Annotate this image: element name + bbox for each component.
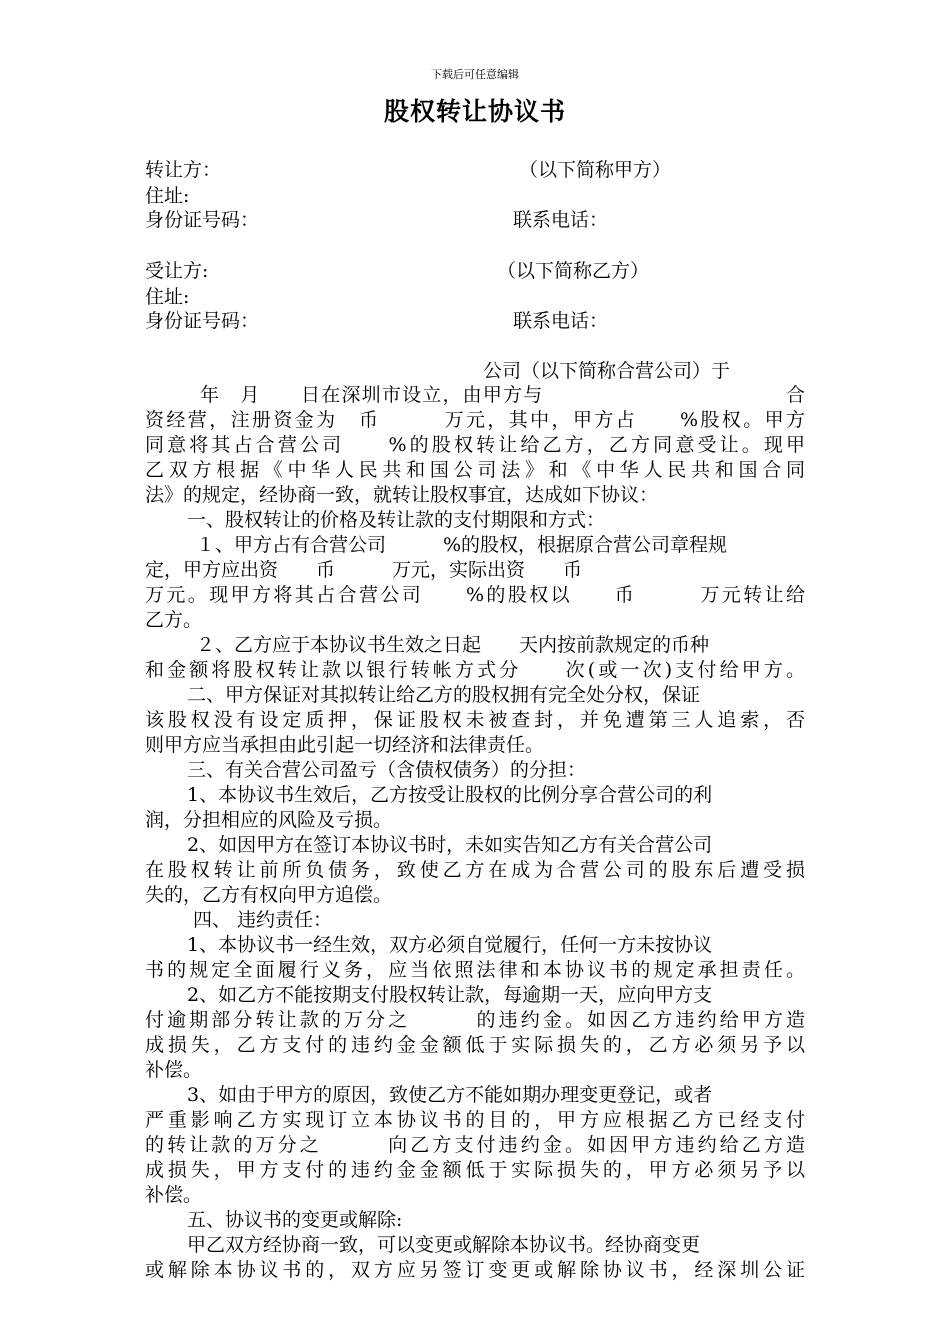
party-a-address: 住址: — [145, 185, 190, 207]
party-b-address: 住址: — [145, 286, 190, 308]
body-line: 资经营，注册资金为 币 万元，其中，甲方占 %股权。甲方 — [145, 409, 805, 431]
body-line: 付逾期部分转让款的万分之 的违约金。如因乙方违约给甲方造 — [145, 1009, 805, 1031]
party-b-alias: （以下简称乙方） — [497, 260, 650, 282]
body-line: 1、本协议书生效后，乙方按受让股权的比例分享合营公司的利 — [187, 784, 713, 806]
body-line: 或解除本协议书的，双方应另签订变更或解除协议书，经深圳公证 — [145, 1259, 805, 1281]
body-line: 1、本协议书一经生效，双方必须自觉履行，任何一方未按协议 — [187, 934, 713, 956]
body-line: 补偿。 — [145, 1059, 203, 1081]
body-line: 甲乙双方经协商一致，可以变更或解除本协议书。经协商变更 — [187, 1234, 701, 1256]
body-line: 失的，乙方有权向甲方追偿。 — [145, 884, 393, 906]
body-line: 成损失，乙方支付的违约金金额低于实际损失的，乙方必须另予以 — [145, 1034, 805, 1056]
section-heading: 二、甲方保证对其拟转让给乙方的股权拥有完全处分权，保证 — [187, 684, 701, 706]
body-line: 补偿。 — [145, 1184, 203, 1206]
party-a-label: 转让方： — [145, 159, 222, 181]
body-line: 万元。现甲方将其占合营公司 %的股权以 币 万元转让给 — [145, 584, 805, 606]
body-line: 3、如由于甲方的原因，致使乙方不能如期办理变更登记，或者 — [187, 1084, 713, 1106]
party-a-phone-label: 联系电话： — [513, 209, 609, 231]
body-line: １、甲方占有合营公司 %的股权，根据原合营公司章程规 — [196, 534, 728, 556]
body-line: 2、如因甲方在签订本协议书时，未如实告知乙方有关合营公司 — [187, 834, 713, 856]
document-title: 股权转让协议书 — [383, 97, 566, 126]
section-heading: 四、 违约责任： — [193, 909, 333, 931]
page-header-note: 下载后可任意编辑 — [431, 68, 519, 81]
body-line: 和金额将股权转让款以银行转帐方式分 次(或一次)支付给甲方。 — [145, 659, 805, 681]
body-line: 润，分担相应的风险及亏损。 — [145, 809, 393, 831]
body-line: 的转让款的万分之 向乙方支付违约金。如因甲方违约给乙方造 — [145, 1134, 805, 1156]
section-heading: 五、协议书的变更或解除: — [187, 1209, 403, 1231]
body-line: 乙方。 — [145, 609, 203, 631]
section-heading: 三、有关合营公司盈亏（含债权债务）的分担： — [187, 759, 587, 781]
party-b-id-label: 身份证号码： — [145, 310, 260, 332]
body-line: ２、乙方应于本协议书生效之日起 天内按前款规定的币种 — [196, 634, 710, 656]
body-line: 该股权没有设定质押，保证股权未被查封，并免遭第三人追索，否 — [145, 709, 805, 731]
party-b-phone-label: 联系电话： — [513, 310, 609, 332]
body-line: 在股权转让前所负债务，致使乙方在成为合营公司的股东后遭受损 — [145, 859, 805, 881]
body-line: 成损失，甲方支付的违约金金额低于实际损失的，甲方必须另予以 — [145, 1159, 805, 1181]
body-line: 2、如乙方不能按期支付股权转让款，每逾期一天，应向甲方支 — [187, 984, 713, 1006]
body-line: 同意将其占合营公司 %的股权转让给乙方，乙方同意受让。现甲 — [145, 434, 805, 456]
section-heading: 一、股权转让的价格及转让款的支付期限和方式： — [187, 509, 606, 531]
body-line: 法》的规定，经协商一致，就转让股权事宜，达成如下协议： — [145, 484, 659, 506]
body-line: 则甲方应当承担由此引起一切经济和法律责任。 — [145, 734, 545, 756]
party-b-label: 受让方: — [145, 260, 209, 282]
body-line: 书的规定全面履行义务，应当依照法律和本协议书的规定承担责任。 — [145, 959, 805, 981]
body-line: 乙双方根据《中华人民共和国公司法》和《中华人民共和国合同 — [145, 459, 805, 481]
body-line: 公司（以下简称合营公司）于 — [483, 360, 731, 382]
body-line: 定，甲方应出资 币 万元，实际出资 币 — [145, 559, 583, 581]
body-line: 严重影响乙方实现订立本协议书的目的，甲方应根据乙方已经支付 — [145, 1109, 805, 1131]
body-line: 年 月 日在深圳市设立，由甲方与 合 — [200, 384, 805, 406]
party-a-id-label: 身份证号码： — [145, 209, 260, 231]
party-a-alias: （以下简称甲方） — [519, 159, 672, 181]
